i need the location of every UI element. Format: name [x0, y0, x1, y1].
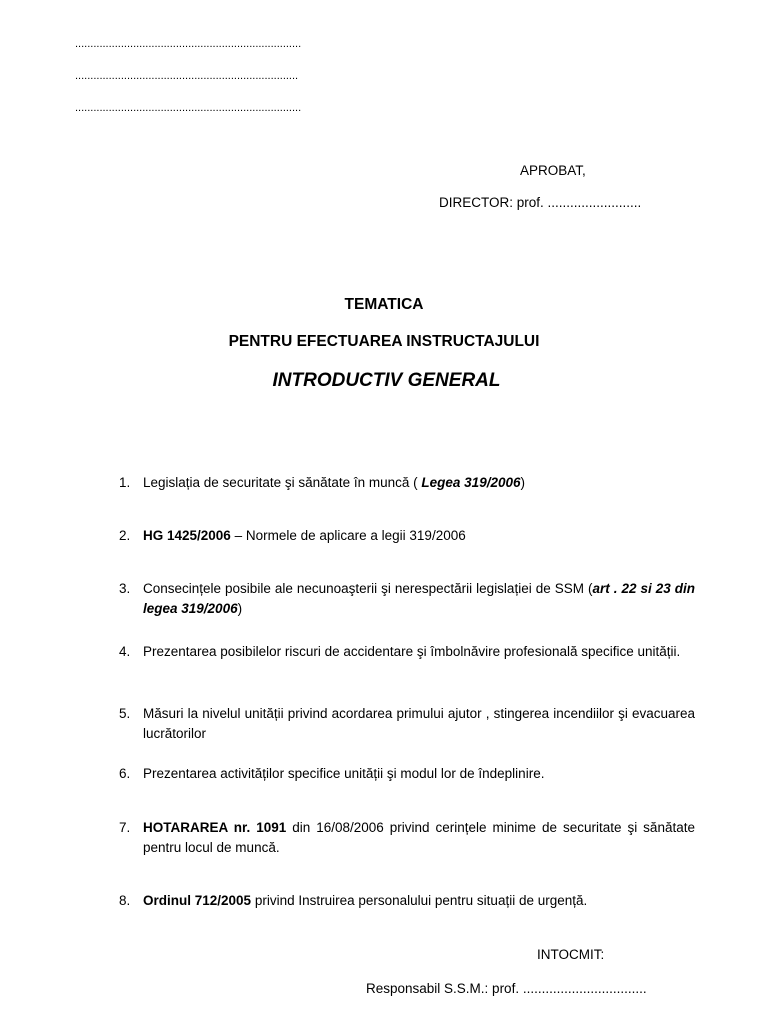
list-item	[119, 579, 695, 619]
list-item-text-part: )	[237, 601, 243, 616]
intocmit-label: INTOCMIT:	[537, 947, 605, 962]
list-item	[119, 642, 695, 662]
list-item-number: 6.	[119, 766, 131, 781]
director-dots: .........................	[547, 195, 642, 210]
header-dot-line-1: ..........................................................................	[75, 38, 302, 50]
list-item-text	[143, 579, 695, 619]
list-item-text-part: )	[520, 475, 525, 490]
list-item-text	[143, 891, 695, 911]
responsabil-line	[366, 981, 647, 996]
list-item	[119, 473, 695, 493]
list-item-number: 1.	[119, 475, 131, 490]
list-item-number: 2.	[119, 528, 131, 543]
law-reference: Ordinul 712/2005	[143, 893, 252, 908]
law-reference: Legea 319/2006	[421, 475, 521, 490]
list-item-number: 8.	[119, 893, 131, 908]
list-item-text-part: privind Instruirea personalului pentru situații de urgență.	[251, 893, 588, 908]
title-pentru-efectuarea: PENTRU EFECTUAREA INSTRUCTAJULUI	[228, 333, 540, 350]
law-reference: HG 1425/2006	[143, 528, 231, 543]
list-item	[119, 891, 695, 911]
list-item-text: Prezentarea activităților specifice unității şi modul lor de îndeplinire.	[143, 766, 545, 781]
list-item	[119, 764, 695, 784]
director-label: DIRECTOR: prof.	[439, 195, 548, 210]
list-item-text	[143, 818, 695, 858]
law-reference: art . 22 si 23 din legea 319/2006	[143, 581, 696, 616]
list-item-number: 7.	[119, 820, 131, 835]
list-item-text-part: – Normele de aplicare a legii 319/2006	[230, 528, 466, 543]
list-item-number: 5.	[119, 706, 131, 721]
responsabil-label: Responsabil S.S.M.: prof.	[366, 981, 523, 996]
list-item-text	[143, 473, 695, 493]
list-item-text: Prezentarea posibilelor riscuri de accidentare şi îmbolnăvire profesională specifice unității.	[143, 644, 681, 659]
list-item-text-part: din 16/08/2006 privind cerințele minime de securitate şi sănătate pentru locul de muncă.	[143, 820, 695, 855]
header-dot-line-2: .........................................................................	[75, 70, 299, 82]
list-item	[119, 818, 695, 858]
list-item-number: 4.	[119, 644, 131, 659]
director-line	[439, 195, 641, 210]
responsabil-dots: .................................	[522, 981, 647, 996]
list-item-text-part: Consecințele posibile ale necunoaşterii şi nerespectării legislației de SSM (	[143, 581, 593, 596]
list-item	[119, 704, 695, 744]
list-item-number: 3.	[119, 581, 131, 596]
title-tematica: TEMATICA	[344, 296, 424, 313]
header-dot-line-3: ..........................................................................	[75, 102, 302, 114]
list-item-text: Măsuri la nivelul unității privind acordarea primului ajutor , stingerea incendiilor şi evacuarea lucrătorilor	[143, 706, 695, 741]
list-item-text-part: Legislația de securitate şi sănătate în muncă (	[143, 475, 422, 490]
title-introductiv-general: INTRODUCTIV GENERAL	[272, 370, 501, 391]
aprobat-label: APROBAT,	[520, 163, 586, 178]
list-item	[119, 526, 695, 546]
list-item-text	[143, 526, 695, 546]
law-reference: HOTARAREA nr. 1091	[143, 820, 287, 835]
